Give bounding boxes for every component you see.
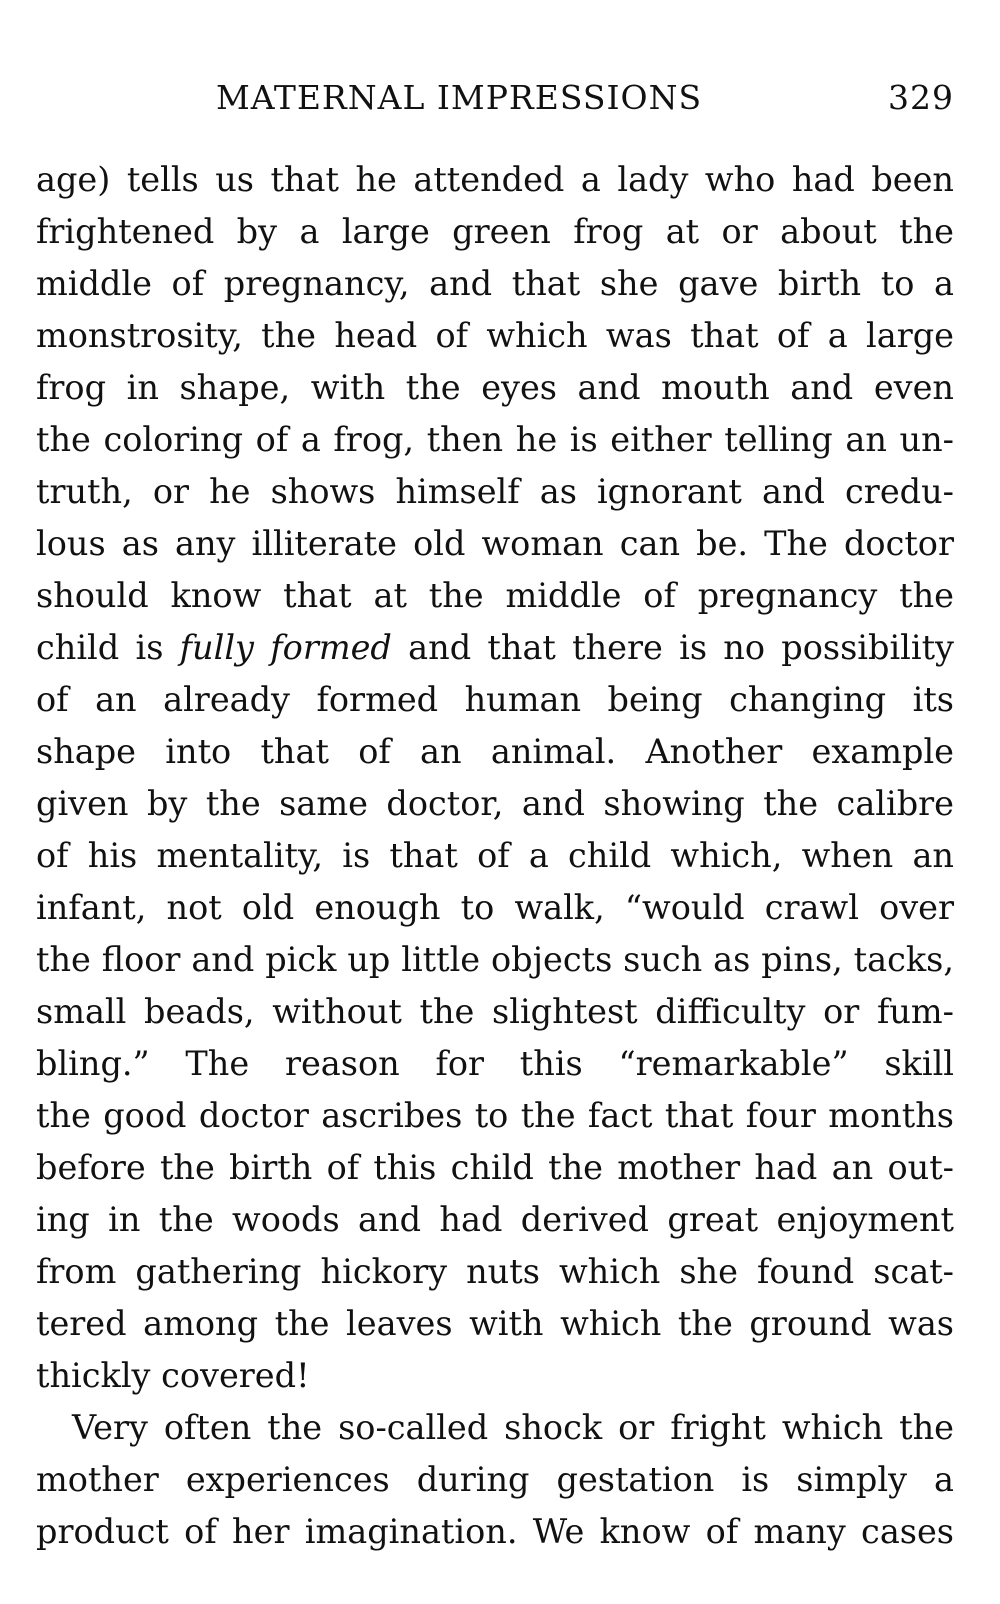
text-line: should know that at the middle of pregnancy the xyxy=(36,576,954,615)
text-line: frog in shape, with the eyes and mouth and even xyxy=(36,368,954,407)
text-line: ing in the woods and had derived great enjoyment xyxy=(36,1200,954,1239)
body-text xyxy=(36,154,954,1558)
italic-phrase: fully formed xyxy=(179,628,392,667)
text-line: before the birth of this child the mother had an out- xyxy=(36,1148,954,1187)
text-line: bling.” The reason for this “remarkable” skill xyxy=(36,1044,954,1083)
text-line: truth, or he shows himself as ignorant and credu- xyxy=(36,472,954,511)
text-line: mother experiences during gestation is simply a xyxy=(36,1460,954,1499)
paragraph-end-line: thickly covered! xyxy=(36,1356,310,1395)
text-segment: child is xyxy=(36,628,180,667)
text-line: the good doctor ascribes to the fact that four months xyxy=(36,1096,954,1135)
paragraph-start-line: Very often the so-called shock or fright which the xyxy=(72,1408,954,1447)
text-segment: and that there is no possibility xyxy=(391,628,954,667)
text-line: product of her imagination. We know of many cases xyxy=(36,1512,954,1551)
page-number: 329 xyxy=(888,78,954,117)
text-line: shape into that of an animal. Another example xyxy=(36,732,954,771)
text-line: the floor and pick up little objects such as pins, tacks, xyxy=(36,940,954,979)
text-line: small beads, without the slightest difficulty or fum- xyxy=(36,992,954,1031)
text-line: of his mentality, is that of a child which, when an xyxy=(36,836,954,875)
text-line: frightened by a large green frog at or about the xyxy=(36,212,954,251)
text-line: of an already formed human being changing its xyxy=(36,680,954,719)
text-line: tered among the leaves with which the ground was xyxy=(36,1304,954,1343)
text-line-with-italic xyxy=(36,622,954,674)
text-line: given by the same doctor, and showing the calibre xyxy=(36,784,954,823)
text-line: monstrosity, the head of which was that of a large xyxy=(36,316,954,355)
text-line: from gathering hickory nuts which she found scat- xyxy=(36,1252,954,1291)
text-line: the coloring of a frog, then he is either telling an un- xyxy=(36,420,954,459)
text-line: infant, not old enough to walk, “would crawl over xyxy=(36,888,954,927)
text-line: lous as any illiterate old woman can be. The doctor xyxy=(36,524,954,563)
chapter-title: MATERNAL IMPRESSIONS xyxy=(216,78,703,117)
text-line: age) tells us that he attended a lady who had been xyxy=(36,160,954,199)
running-header xyxy=(36,78,954,122)
text-line: middle of pregnancy, and that she gave birth to a xyxy=(36,264,954,303)
